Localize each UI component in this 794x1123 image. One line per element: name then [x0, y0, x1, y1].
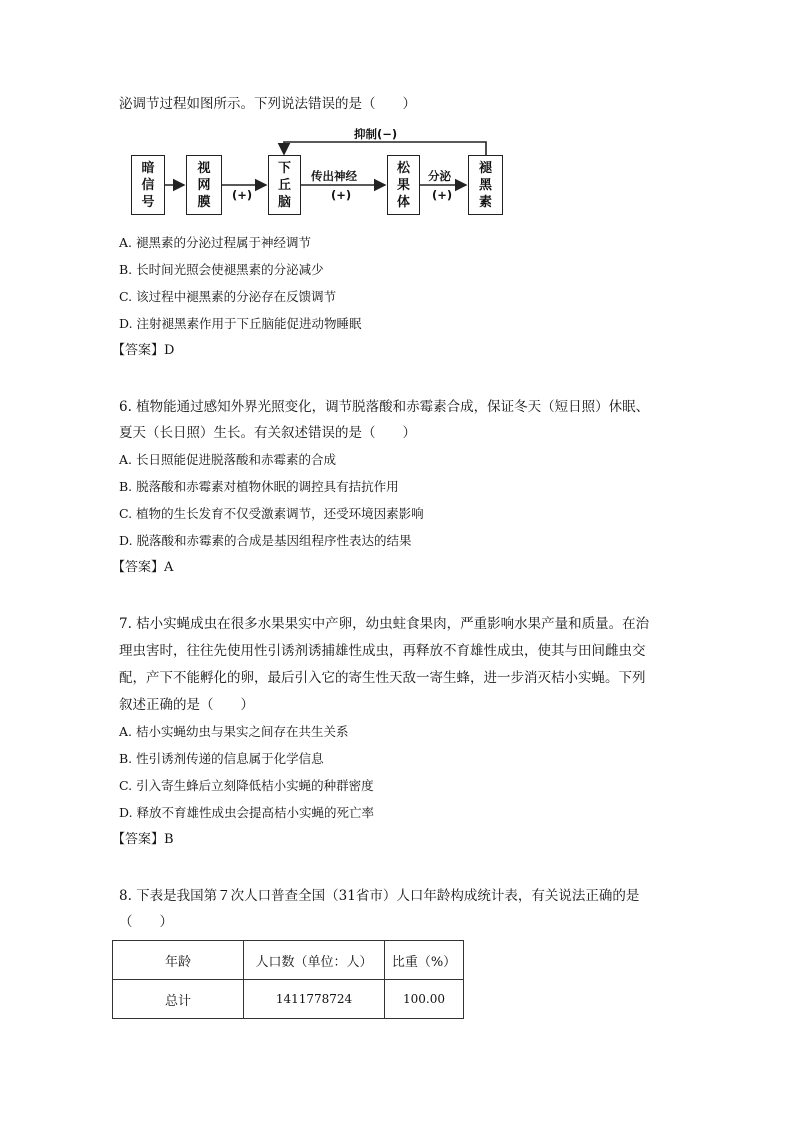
melatonin-diagram [0, 0, 794, 230]
q6-option-a: A. 长日照能促进脱落酸和赤霉素的合成 [119, 452, 336, 467]
table-header-row [113, 941, 464, 980]
q6-option-d: D. 脱落酸和赤霉素的合成是基因组程序性表达的结果 [119, 533, 412, 548]
q7-option-d: D. 释放不育雄性成虫会提高桔小实蝇的死亡率 [119, 805, 375, 820]
secretion-label: 分泌 [428, 169, 451, 183]
q5-answer: 【答案】D [112, 343, 175, 358]
feedback-arrow [284, 142, 486, 156]
q7-answer: 【答案】B [112, 832, 174, 847]
plus-efferent: (+) [331, 188, 352, 202]
node-hypothalamus: 下 丘 脑 [268, 155, 301, 215]
population-table [112, 940, 464, 1019]
q5-option-b: B. 长时间光照会使褪黑素的分泌减少 [119, 262, 324, 277]
q6-stem-line-1: 6. 植物能通过感知外界光照变化，调节脱落酸和赤霉素合成，保证冬天（短日照）休眠、 [119, 399, 650, 415]
node-dark-signal: 暗 信 号 [131, 155, 165, 215]
feedback-label: 抑制(−) [354, 127, 398, 141]
header-age: 年龄 [113, 941, 244, 980]
q7-stem-line-3: 配，产下不能孵化的卵，最后引入它的寄生性天敌一寄生蜂，进一步消灭桔小实蝇。下列 [119, 670, 646, 686]
cell-total-label: 总计 [113, 980, 244, 1019]
q5-stem: 泌调节过程如图所示。下列说法错误的是（ ） [119, 96, 416, 112]
node-pineal: 松 果 体 [387, 155, 420, 215]
cell-total-proportion: 100.00 [385, 980, 464, 1019]
q6-stem-line-2: 夏天（长日照）生长。有关叙述错误的是（ ） [119, 425, 416, 441]
q5-option-c: C. 该过程中褪黑素的分泌存在反馈调节 [119, 289, 337, 304]
q7-stem-line-1: 7. 桔小实蝇成虫在很多水果果实中产卵，幼虫蛀食果肉，严重影响水果产量和质量。在治 [119, 616, 650, 632]
q5-option-d: D. 注射褪黑素作用于下丘脑能促进动物睡眠 [119, 316, 362, 331]
q7-stem-line-2: 理虫害时，往往先使用性引诱剂诱捕雄性成虫，再释放不育雄性成虫，使其与田间雌虫交 [119, 643, 646, 659]
q8-stem-line-1: 8. 下表是我国第７次人口普查全国（31省市）人口年龄构成统计表，有关说法正确的是 [119, 888, 640, 904]
q6-option-c: C. 植物的生长发育不仅受激素调节，还受环境因素影响 [119, 506, 424, 521]
q7-stem-line-4: 叙述正确的是（ ） [119, 697, 254, 713]
q6-option-b: B. 脱落酸和赤霉素对植物休眠的调控具有拮抗作用 [119, 479, 399, 494]
header-proportion: 比重（%） [385, 941, 464, 980]
cell-total-population: 1411778724 [244, 980, 385, 1019]
plus-secretion: (+) [432, 188, 453, 202]
q5-option-a: A. 褪黑素的分泌过程属于神经调节 [119, 235, 311, 250]
q7-option-c: C. 引入寄生蜂后立刻降低桔小实蝇的种群密度 [119, 778, 374, 793]
q8-stem-line-2: （ ） [119, 914, 173, 930]
node-retina: 视 网 膜 [186, 155, 222, 215]
q7-option-a: A. 桔小实蝇幼虫与果实之间存在共生关系 [119, 724, 349, 739]
efferent-label: 传出神经 [311, 169, 357, 183]
header-population: 人口数（单位：人） [244, 941, 385, 980]
q6-answer: 【答案】A [112, 560, 174, 575]
plus-retina: (+) [232, 188, 253, 202]
q7-option-b: B. 性引诱剂传递的信息属于化学信息 [119, 751, 324, 766]
table-row [113, 980, 464, 1019]
node-melatonin: 褪 黑 素 [468, 155, 503, 215]
